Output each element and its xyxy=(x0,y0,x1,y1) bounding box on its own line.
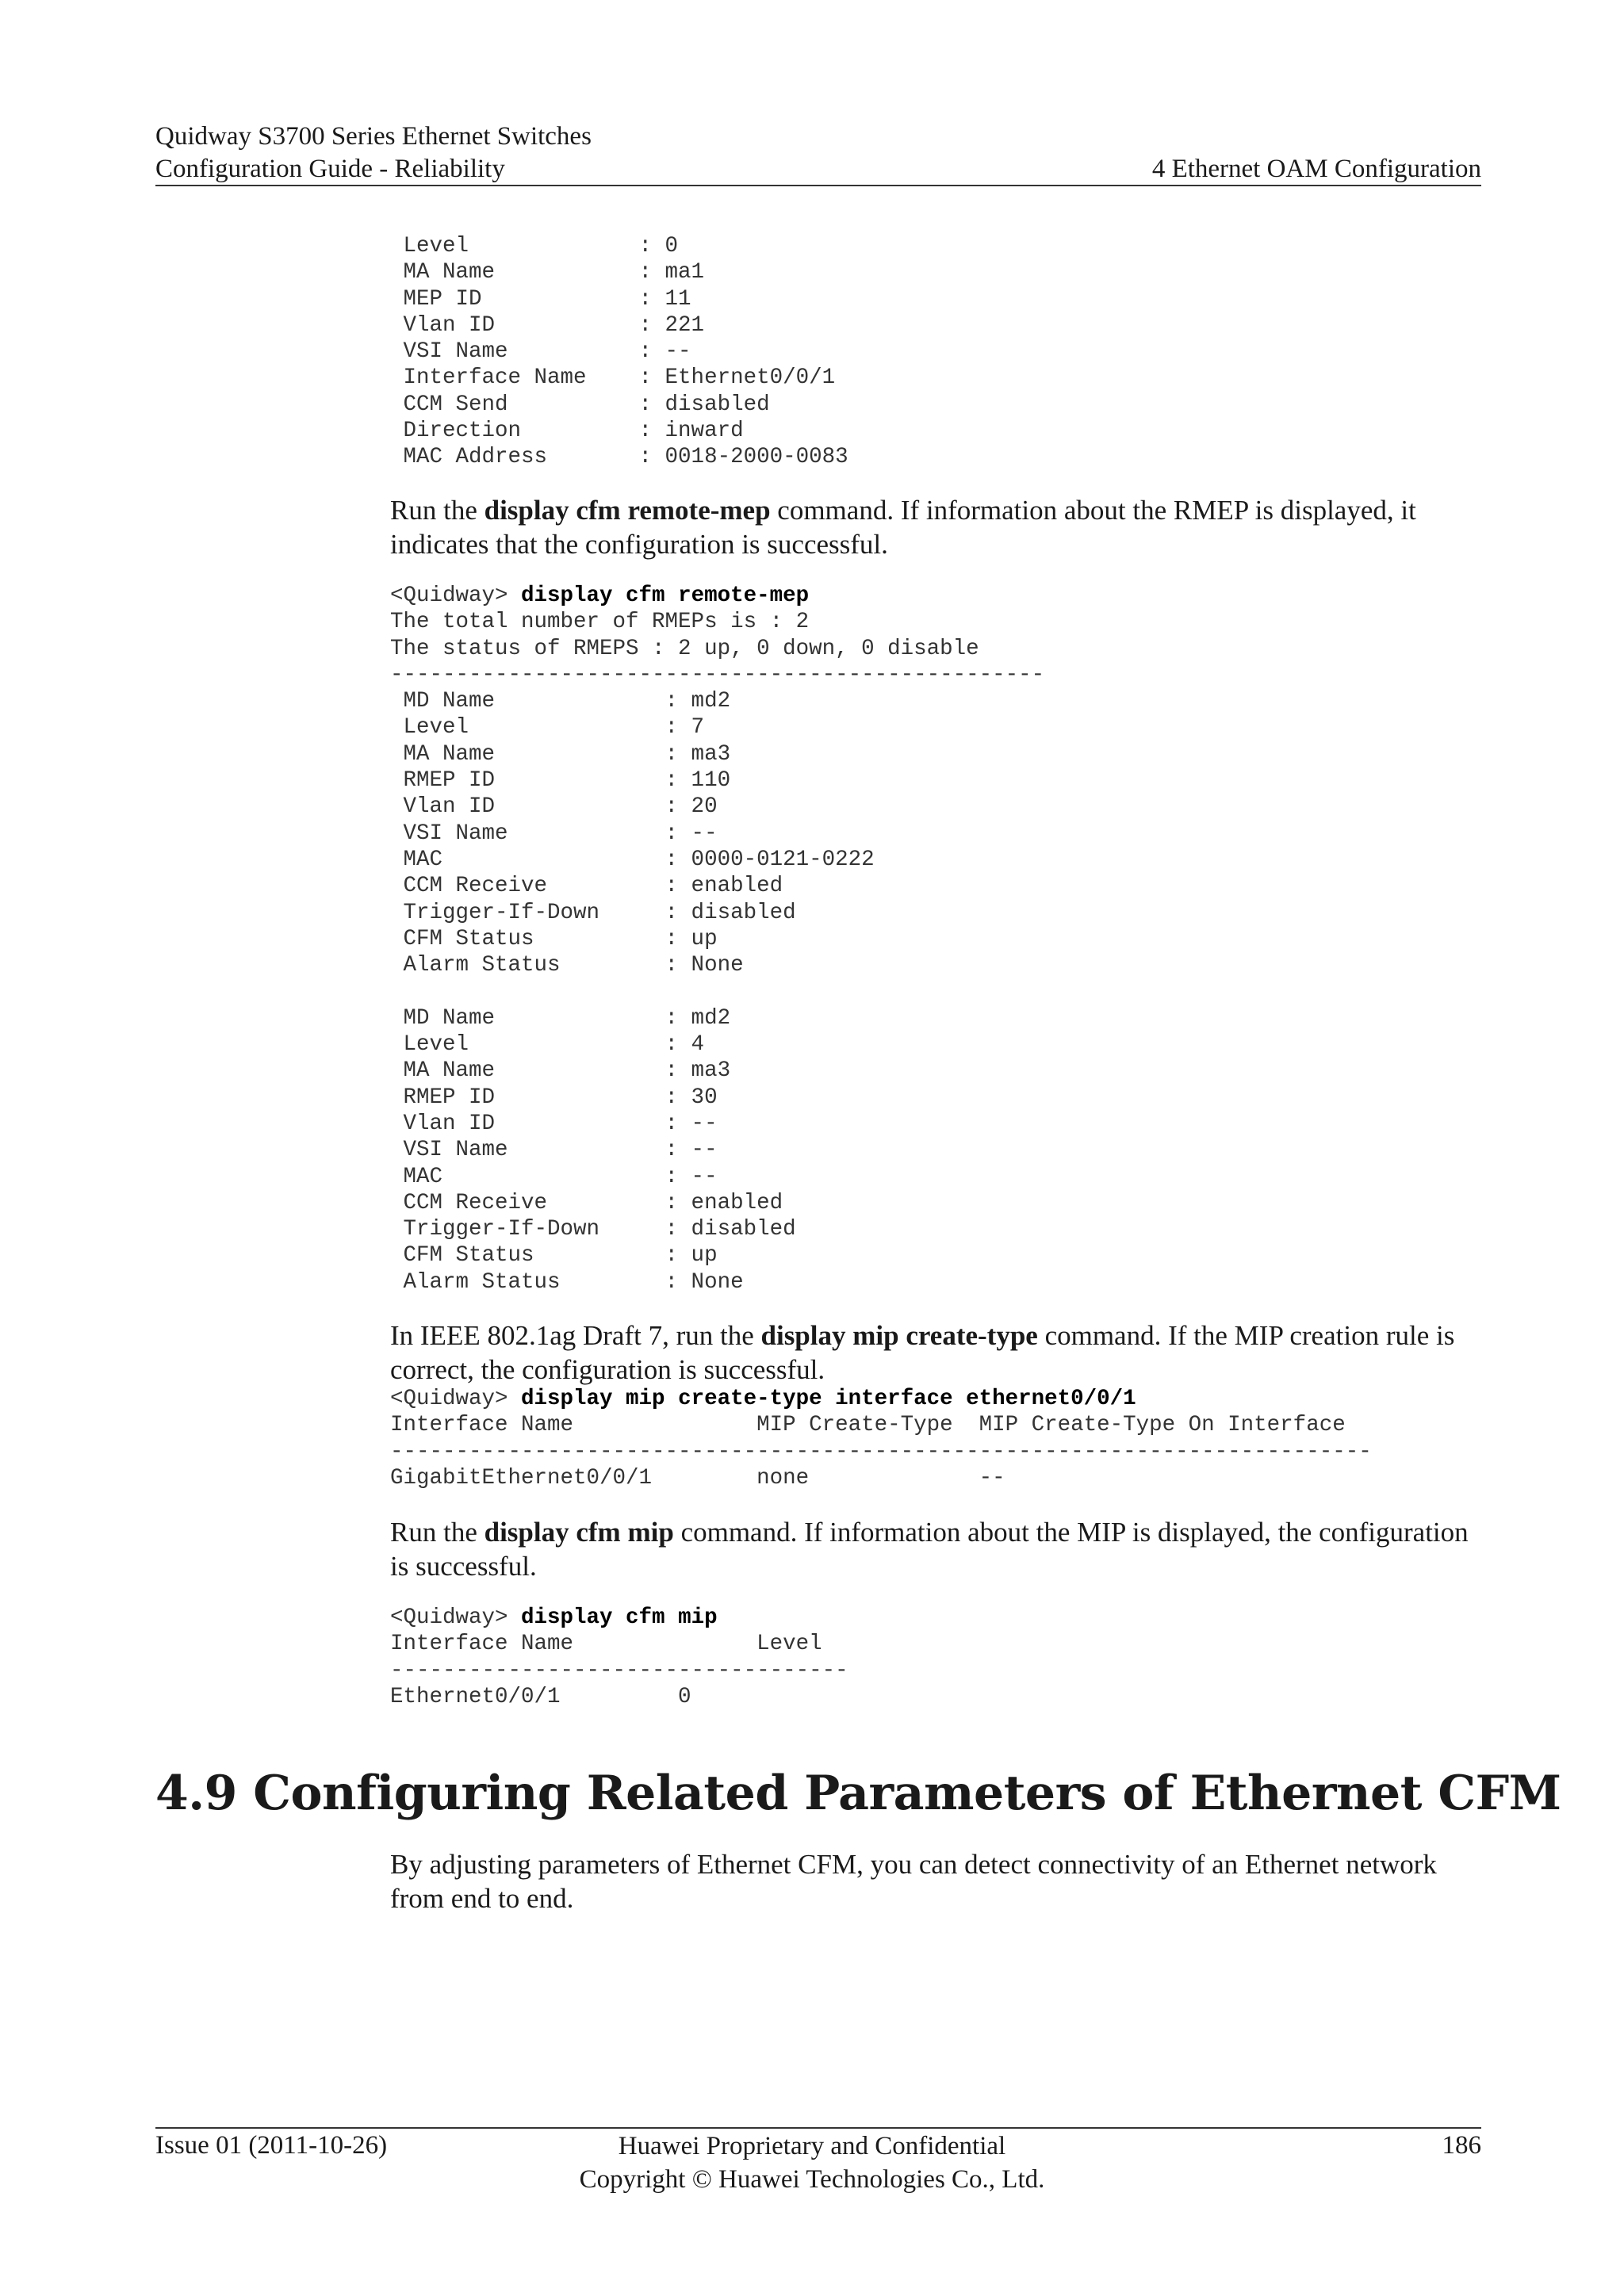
paragraph-remote-mep xyxy=(390,493,1484,561)
para-text: command. If the MIP creation rule is correct, the configuration is successful. xyxy=(390,1320,1455,1385)
command-name: display cfm mip xyxy=(484,1517,674,1548)
remote-mep-output-block xyxy=(390,583,1044,1295)
para-text: command. If information about the MIP is displayed, the configuration is successful. xyxy=(390,1517,1469,1582)
section-heading: 4.9 Configuring Related Parameters of Ethernet CFM xyxy=(155,1766,1561,1821)
command-name: display mip create-type xyxy=(760,1320,1038,1351)
cli-prompt: <Quidway> xyxy=(390,584,522,608)
para-text: command. If information about the RMEP is displayed, it indicates that the configuration is successful. xyxy=(390,495,1416,560)
cli-prompt: <Quidway> xyxy=(390,1605,522,1630)
footer-issue: Issue 01 (2011-10-26) xyxy=(155,2131,388,2160)
footer-line-2: Copyright © Huawei Technologies Co., Ltd. xyxy=(579,2165,1045,2194)
remote-mep-output-lines: The total number of RMEPs is : 2 The status of RMEPS : 2 up, 0 down, 0 disable -------------------------------------------------- MD Name : md2 Level : 7 MA Name : ma3 RMEP ID : 110 Vlan ID : 20 VSI Name : -- MAC : 0000-0121-0222 CCM Receive : enabled Trigger-If-Down : disabled CFM Status : up Alarm Status : None MD Name : md2 Level : 4 MA Name : ma3 RMEP ID : 30 Vlan ID : -- VSI Name : -- MAC : -- CCM Receive : enabled Trigger-If-Down : disabled CFM Status : up Alarm Status : None xyxy=(390,610,1045,1295)
cli-prompt: <Quidway> xyxy=(390,1387,522,1411)
command-name: display cfm remote-mep xyxy=(484,495,771,526)
para-text: In IEEE 802.1ag Draft 7, run the xyxy=(390,1320,761,1351)
footer-line-1: Huawei Proprietary and Confidential xyxy=(618,2132,1006,2160)
mep-output-lines: Level : 0 MA Name : ma1 MEP ID : 11 Vlan ID : 221 VSI Name : -- Interface Name : Ethernet0/0/1 CCM Send : disabled Direction : inward MAC Address : 0018-2000-0083 xyxy=(403,234,848,470)
cli-command: display cfm remote-mep xyxy=(521,584,810,608)
paragraph-cfm-mip xyxy=(390,1515,1484,1583)
cli-command: display mip create-type interface ethernet0/0/1 xyxy=(521,1387,1136,1411)
mep-output-block xyxy=(390,233,848,471)
mip-create-type-output-lines: Interface Name MIP Create-Type MIP Create-Type On Interface --------------------------------------------------------------------------- GigabitEthernet0/0/1 none -- xyxy=(390,1413,1372,1490)
cli-command: display cfm mip xyxy=(521,1605,718,1630)
cfm-mip-output-block xyxy=(390,1605,848,1710)
header-chapter: 4 Ethernet OAM Configuration xyxy=(1151,155,1481,183)
para-text: Run the xyxy=(390,495,485,526)
footer-copyright xyxy=(0,2130,1624,2196)
cfm-mip-output-lines: Interface Name Level ----------------------------------- Ethernet0/0/1 0 xyxy=(390,1632,848,1709)
paragraph-mip-create-type xyxy=(390,1318,1484,1387)
page-number: 186 xyxy=(1442,2131,1481,2160)
header-divider xyxy=(155,185,1481,186)
header-product: Quidway S3700 Series Ethernet Switches xyxy=(155,122,592,151)
para-text: Run the xyxy=(390,1517,485,1548)
footer-divider xyxy=(155,2127,1481,2129)
header-guide: Configuration Guide - Reliability xyxy=(155,155,505,183)
mip-create-type-output-block xyxy=(390,1386,1372,1491)
section-intro: By adjusting parameters of Ethernet CFM, you can detect connectivity of an Ethernet network from end to end. xyxy=(390,1849,1437,1914)
